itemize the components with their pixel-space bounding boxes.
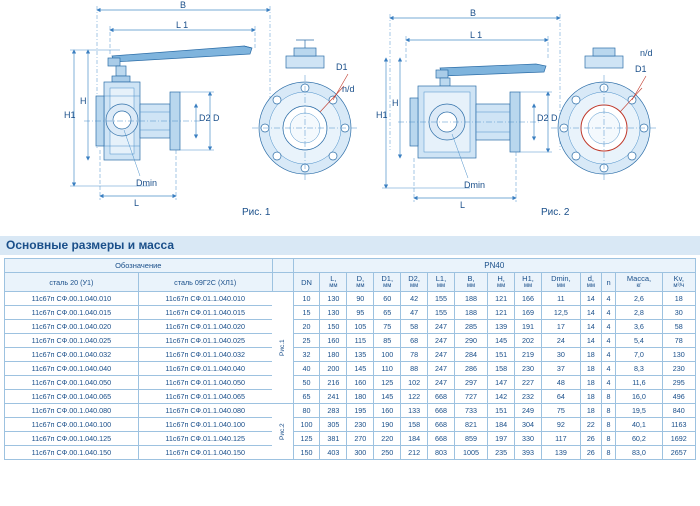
cell-designation-09: 11с67п СФ.01.1.040.050: [138, 376, 272, 390]
cell-mass: 2,8: [616, 306, 662, 320]
cell-d1: 60: [374, 292, 401, 306]
table-row[interactable]: [5, 432, 696, 446]
cell-mass: 40,1: [616, 418, 662, 432]
cell-d2: 88: [401, 362, 428, 376]
cell-designation-20: 11с67п СФ.00.1.040.040: [5, 362, 139, 376]
cell-dbolt: 14: [580, 334, 601, 348]
dim-label-h1-fig2: H1: [376, 110, 388, 120]
cell-mass: 5,4: [616, 334, 662, 348]
dim-label-h-fig2: H: [392, 98, 399, 108]
dimensions-table: [4, 258, 696, 460]
dim-label-dmin-fig2: Dmin: [464, 180, 486, 190]
cell-dn: 80: [293, 404, 320, 418]
cell-designation-20: 11с67п СФ.00.1.040.020: [5, 320, 139, 334]
dim-label-l1-fig1: L 1: [176, 20, 189, 30]
figure-2-caption: Рис. 2: [541, 207, 570, 218]
cell-dmin: 64: [541, 390, 580, 404]
cell-l: 283: [320, 404, 347, 418]
cell-dmin: 139: [541, 446, 580, 460]
dim-label-b-fig2: B: [470, 8, 477, 18]
cell-dn: 32: [293, 348, 320, 362]
cell-l: 130: [320, 292, 347, 306]
dim-label-d2-fig1: D2: [199, 113, 211, 123]
cell-b: 859: [454, 432, 487, 446]
cell-mass: 11,6: [616, 376, 662, 390]
cell-designation-09: 11с67п СФ.01.1.040.020: [138, 320, 272, 334]
cell-n: 8: [601, 432, 616, 446]
cell-mass: 16,0: [616, 390, 662, 404]
cell-dbolt: 18: [580, 376, 601, 390]
cell-h: 121: [488, 306, 515, 320]
cell-b: 821: [454, 418, 487, 432]
cell-h1: 304: [515, 418, 542, 432]
cell-figure-group-2: Рис.2: [272, 404, 293, 460]
cell-n: 4: [601, 348, 616, 362]
cell-dn: 65: [293, 390, 320, 404]
cell-dn: 25: [293, 334, 320, 348]
cell-b: 727: [454, 390, 487, 404]
cell-h1: 166: [515, 292, 542, 306]
cell-d1: 85: [374, 334, 401, 348]
cell-n: 4: [601, 306, 616, 320]
table-row[interactable]: [5, 320, 696, 334]
cell-l1: 668: [428, 418, 455, 432]
cell-h: 151: [488, 404, 515, 418]
cell-l: 150: [320, 320, 347, 334]
cell-b: 297: [454, 376, 487, 390]
cell-designation-09: 11с67п СФ.01.1.040.010: [138, 292, 272, 306]
table-header-row-3: [5, 273, 696, 292]
header-col-b: B, мм: [454, 273, 487, 292]
cell-b: 285: [454, 320, 487, 334]
cell-designation-09: 11с67п СФ.01.1.040.040: [138, 362, 272, 376]
header-col-h: H, мм: [488, 273, 515, 292]
header-fig-blank: [272, 273, 293, 292]
cell-d2: 68: [401, 334, 428, 348]
cell-d: 195: [347, 404, 374, 418]
cell-dmin: 12,5: [541, 306, 580, 320]
cell-dn: 50: [293, 376, 320, 390]
cell-h: 158: [488, 362, 515, 376]
cell-h1: 230: [515, 362, 542, 376]
cell-dbolt: 18: [580, 404, 601, 418]
cell-d2: 78: [401, 348, 428, 362]
header-steel-20: сталь 20 (У1): [5, 273, 139, 292]
dim-label-b-fig1: B: [180, 0, 187, 10]
cell-h: 147: [488, 376, 515, 390]
cell-dmin: 24: [541, 334, 580, 348]
cell-d2: 102: [401, 376, 428, 390]
cell-l1: 803: [428, 446, 455, 460]
cell-dmin: 75: [541, 404, 580, 418]
cell-designation-20: 11с67п СФ.00.1.040.032: [5, 348, 139, 362]
header-col-dbolt: d, мм: [580, 273, 601, 292]
cell-d: 270: [347, 432, 374, 446]
cell-h1: 219: [515, 348, 542, 362]
cell-dn: 125: [293, 432, 320, 446]
cell-d2: 122: [401, 390, 428, 404]
cell-d2: 184: [401, 432, 428, 446]
header-col-kv: Kv, м³/ч: [662, 273, 695, 292]
cell-dmin: 48: [541, 376, 580, 390]
cell-l1: 155: [428, 306, 455, 320]
cell-n: 4: [601, 334, 616, 348]
drawing-svg: [0, 0, 700, 228]
cell-h1: 227: [515, 376, 542, 390]
table-row[interactable]: [5, 334, 696, 348]
table-header-row-1: [5, 259, 696, 273]
cell-mass: 19,5: [616, 404, 662, 418]
table-row[interactable]: [5, 376, 696, 390]
cell-l: 130: [320, 306, 347, 320]
header-col-mass: Масса, кг: [616, 273, 662, 292]
cell-b: 290: [454, 334, 487, 348]
cell-d1: 220: [374, 432, 401, 446]
cell-figure-group-1: Рис.1: [272, 292, 293, 404]
cell-dmin: 117: [541, 432, 580, 446]
header-steel-09g2s: сталь 09Г2С (ХЛ1): [138, 273, 272, 292]
header-designation: Обозначение: [5, 259, 273, 273]
cell-d: 160: [347, 376, 374, 390]
cell-dmin: 11: [541, 292, 580, 306]
cell-designation-09: 11с67п СФ.01.1.040.015: [138, 306, 272, 320]
cell-designation-20: 11с67п СФ.00.1.040.125: [5, 432, 139, 446]
cell-designation-20: 11с67п СФ.00.1.040.065: [5, 390, 139, 404]
cell-l1: 247: [428, 362, 455, 376]
table-row[interactable]: [5, 390, 696, 404]
cell-designation-20: 11с67п СФ.00.1.040.080: [5, 404, 139, 418]
dim-label-d2-fig2: D2: [537, 113, 549, 123]
cell-designation-09: 11с67п СФ.01.1.040.025: [138, 334, 272, 348]
cell-kv: 295: [662, 376, 695, 390]
cell-h1: 202: [515, 334, 542, 348]
cell-h1: 330: [515, 432, 542, 446]
cell-dmin: 17: [541, 320, 580, 334]
cell-designation-09: 11с67п СФ.01.1.040.150: [138, 446, 272, 460]
cell-l: 200: [320, 362, 347, 376]
cell-n: 8: [601, 446, 616, 460]
cell-h: 121: [488, 292, 515, 306]
cell-h: 145: [488, 334, 515, 348]
cell-h: 139: [488, 320, 515, 334]
cell-l1: 247: [428, 320, 455, 334]
cell-d2: 42: [401, 292, 428, 306]
cell-d1: 250: [374, 446, 401, 460]
cell-d1: 75: [374, 320, 401, 334]
cell-d2: 212: [401, 446, 428, 460]
cell-kv: 30: [662, 306, 695, 320]
cell-dbolt: 18: [580, 348, 601, 362]
cell-h1: 169: [515, 306, 542, 320]
cell-b: 286: [454, 362, 487, 376]
cell-h: 151: [488, 348, 515, 362]
header-col-d2: D2, мм: [401, 273, 428, 292]
cell-d2: 158: [401, 418, 428, 432]
cell-kv: 230: [662, 362, 695, 376]
cell-d: 105: [347, 320, 374, 334]
cell-d2: 133: [401, 404, 428, 418]
cell-dn: 100: [293, 418, 320, 432]
cell-n: 4: [601, 292, 616, 306]
table-row[interactable]: [5, 362, 696, 376]
header-col-d: D, мм: [347, 273, 374, 292]
cell-l: 160: [320, 334, 347, 348]
section-title: Основные размеры и масса: [0, 236, 700, 255]
table-row[interactable]: [5, 306, 696, 320]
cell-d: 230: [347, 418, 374, 432]
table-row[interactable]: [5, 446, 696, 460]
cell-d1: 110: [374, 362, 401, 376]
cell-dn: 40: [293, 362, 320, 376]
table-row[interactable]: [5, 418, 696, 432]
cell-dn: 20: [293, 320, 320, 334]
cell-designation-20: 11с67п СФ.00.1.040.100: [5, 418, 139, 432]
cell-n: 8: [601, 418, 616, 432]
cell-b: 733: [454, 404, 487, 418]
cell-dbolt: 22: [580, 418, 601, 432]
dim-label-d-fig2: D: [551, 113, 558, 123]
cell-kv: 78: [662, 334, 695, 348]
cell-mass: 2,6: [616, 292, 662, 306]
cell-b: 188: [454, 292, 487, 306]
header-col-l1: L1, мм: [428, 273, 455, 292]
cell-n: 8: [601, 390, 616, 404]
cell-d: 180: [347, 390, 374, 404]
cell-designation-09: 11с67п СФ.01.1.040.100: [138, 418, 272, 432]
cell-l1: 668: [428, 390, 455, 404]
technical-drawings: [0, 0, 700, 228]
cell-designation-09: 11с67п СФ.01.1.040.080: [138, 404, 272, 418]
cell-designation-09: 11с67п СФ.01.1.040.065: [138, 390, 272, 404]
cell-dmin: 37: [541, 362, 580, 376]
cell-b: 284: [454, 348, 487, 362]
cell-l1: 155: [428, 292, 455, 306]
table-row[interactable]: [5, 292, 696, 306]
cell-d1: 125: [374, 376, 401, 390]
cell-b: 1005: [454, 446, 487, 460]
dim-label-d-fig1: D: [213, 113, 220, 123]
cell-l: 241: [320, 390, 347, 404]
cell-mass: 60,2: [616, 432, 662, 446]
cell-dbolt: 14: [580, 292, 601, 306]
cell-l1: 668: [428, 404, 455, 418]
table-row[interactable]: [5, 404, 696, 418]
dim-label-nd-fig1: n/d: [342, 84, 355, 94]
cell-l1: 668: [428, 432, 455, 446]
dim-label-h-fig1: H: [80, 96, 87, 106]
cell-dbolt: 26: [580, 432, 601, 446]
cell-kv: 1163: [662, 418, 695, 432]
table-body: [5, 292, 696, 460]
cell-mass: 8,3: [616, 362, 662, 376]
header-pn40: PN40: [293, 259, 695, 273]
figure-1-caption: Рис. 1: [242, 207, 271, 218]
cell-d: 90: [347, 292, 374, 306]
cell-l1: 247: [428, 348, 455, 362]
cell-n: 4: [601, 376, 616, 390]
cell-l1: 247: [428, 376, 455, 390]
cell-designation-20: 11с67п СФ.00.1.040.150: [5, 446, 139, 460]
cell-d: 300: [347, 446, 374, 460]
cell-designation-09: 11с67п СФ.01.1.040.125: [138, 432, 272, 446]
dim-label-l-fig1: L: [134, 198, 140, 208]
header-col-h1: H1, мм: [515, 273, 542, 292]
cell-kv: 2657: [662, 446, 695, 460]
cell-dbolt: 18: [580, 362, 601, 376]
header-fig-col: [272, 259, 293, 273]
cell-dn: 15: [293, 306, 320, 320]
cell-kv: 1692: [662, 432, 695, 446]
cell-designation-09: 11с67п СФ.01.1.040.032: [138, 348, 272, 362]
cell-h1: 191: [515, 320, 542, 334]
cell-d: 135: [347, 348, 374, 362]
cell-h1: 249: [515, 404, 542, 418]
cell-designation-20: 11с67п СФ.00.1.040.010: [5, 292, 139, 306]
cell-n: 8: [601, 404, 616, 418]
cell-kv: 58: [662, 320, 695, 334]
cell-dmin: 30: [541, 348, 580, 362]
cell-d1: 100: [374, 348, 401, 362]
header-col-d1: D1, мм: [374, 273, 401, 292]
cell-designation-20: 11с67п СФ.00.1.040.050: [5, 376, 139, 390]
header-col-dmin: Dmin, мм: [541, 273, 580, 292]
cell-n: 4: [601, 320, 616, 334]
cell-l: 403: [320, 446, 347, 460]
cell-kv: 496: [662, 390, 695, 404]
cell-n: 4: [601, 362, 616, 376]
cell-d: 115: [347, 334, 374, 348]
cell-d1: 65: [374, 306, 401, 320]
dim-label-l1-fig2: L 1: [470, 30, 483, 40]
cell-h: 142: [488, 390, 515, 404]
cell-l: 216: [320, 376, 347, 390]
dim-label-d1-fig2: D1: [635, 64, 647, 74]
cell-dbolt: 14: [580, 320, 601, 334]
cell-dn: 150: [293, 446, 320, 460]
cell-dn: 10: [293, 292, 320, 306]
dim-label-h1-fig1: H1: [64, 110, 76, 120]
cell-d2: 58: [401, 320, 428, 334]
dim-label-d1-fig1: D1: [336, 62, 348, 72]
cell-kv: 18: [662, 292, 695, 306]
cell-d1: 160: [374, 404, 401, 418]
cell-dbolt: 14: [580, 306, 601, 320]
cell-d: 145: [347, 362, 374, 376]
cell-mass: 3,6: [616, 320, 662, 334]
dim-label-l-fig2: L: [460, 200, 466, 210]
cell-b: 188: [454, 306, 487, 320]
cell-h: 184: [488, 418, 515, 432]
cell-h1: 232: [515, 390, 542, 404]
cell-dbolt: 18: [580, 390, 601, 404]
cell-h: 197: [488, 432, 515, 446]
cell-h1: 393: [515, 446, 542, 460]
cell-d1: 145: [374, 390, 401, 404]
cell-d2: 47: [401, 306, 428, 320]
cell-l: 381: [320, 432, 347, 446]
dim-label-nd-fig2: n/d: [640, 48, 653, 58]
cell-l1: 247: [428, 334, 455, 348]
cell-designation-20: 11с67п СФ.00.1.040.015: [5, 306, 139, 320]
cell-kv: 840: [662, 404, 695, 418]
cell-dbolt: 26: [580, 446, 601, 460]
cell-mass: 7,0: [616, 348, 662, 362]
cell-d1: 190: [374, 418, 401, 432]
cell-kv: 130: [662, 348, 695, 362]
cell-h: 235: [488, 446, 515, 460]
cell-mass: 83,0: [616, 446, 662, 460]
cell-d: 95: [347, 306, 374, 320]
cell-l: 305: [320, 418, 347, 432]
header-col-l: L, мм: [320, 273, 347, 292]
cell-dmin: 92: [541, 418, 580, 432]
table-row[interactable]: [5, 348, 696, 362]
header-col-n: n: [601, 273, 616, 292]
dim-label-dmin-fig1: Dmin: [136, 178, 158, 188]
cell-designation-20: 11с67п СФ.00.1.040.025: [5, 334, 139, 348]
cell-l: 180: [320, 348, 347, 362]
header-col-dn: DN: [293, 273, 320, 292]
